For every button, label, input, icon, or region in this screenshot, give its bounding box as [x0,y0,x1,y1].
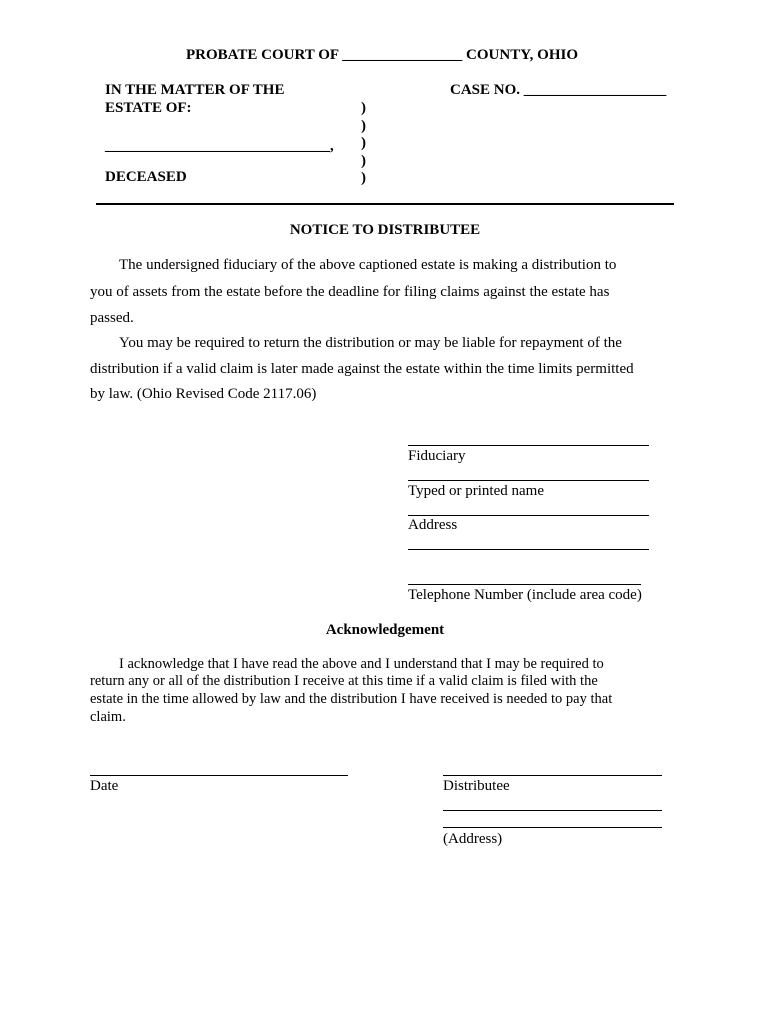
paren-1: ) [361,100,366,116]
paren-2: ) [361,118,366,134]
ack-line-1: I acknowledge that I have read the above and I understand that I may be required to [119,656,604,672]
ack-line-2: return any or all of the distribution I receive at this time if a valid claim is filed with the [90,673,598,689]
distributee-signature-line[interactable] [443,775,662,776]
address-line[interactable] [408,515,649,516]
notice-p2-line1: You may be required to return the distribution or may be liable for repayment of the [119,335,622,351]
matter-line-1: IN THE MATTER OF THE [105,82,285,98]
distributee-address-label: (Address) [443,831,503,847]
distributee-address-line-1[interactable] [443,810,662,811]
matter-line-2: ESTATE OF: [105,100,192,116]
court-suffix: COUNTY, OHIO [466,47,579,63]
ack-line-3: estate in the time allowed by law and the distribution I have received is needed to pay that [90,691,613,707]
address-label: Address [408,517,458,533]
paren-4: ) [361,153,366,169]
notice-p2-line3: by law. (Ohio Revised Code 2117.06) [90,386,317,402]
notice-p1-line1: The undersigned fiduciary of the above captioned estate is making a distribution to [119,257,617,273]
paren-3: ) [361,135,366,151]
deceased-label: DECEASED [105,169,187,185]
paren-5: ) [361,170,366,186]
telephone-label: Telephone Number (include area code) [408,587,642,603]
notice-p1-line2: you of assets from the estate before the deadline for filing claims against the estate has [90,284,610,300]
ack-line-4: claim. [90,709,126,725]
typed-name-line[interactable] [408,480,649,481]
county-blank[interactable]: ________________ [342,47,463,63]
fiduciary-label: Fiduciary [408,448,466,464]
decedent-name-blank[interactable]: ______________________________, [105,138,334,154]
typed-name-label: Typed or printed name [408,483,544,499]
distributee-address-line-2[interactable] [443,827,662,828]
notice-p2-line2: distribution if a valid claim is later made against the estate within the time limits permitted [90,361,634,377]
notice-title: NOTICE TO DISTRIBUTEE [289,222,481,238]
notice-p1-line3: passed. [90,310,134,326]
distributee-label: Distributee [443,778,510,794]
header-divider [96,203,674,205]
court-heading [186,47,578,64]
acknowledgement-title: Acknowledgement [325,622,445,638]
address-line-2[interactable] [408,549,649,550]
date-label: Date [90,778,119,794]
case-number-blank[interactable]: ___________________ [523,82,667,98]
court-prefix: PROBATE COURT OF [186,47,339,63]
telephone-line[interactable] [408,584,641,585]
case-label: CASE NO. [450,82,521,98]
date-line[interactable] [90,775,348,776]
case-number [450,82,666,99]
fiduciary-signature-line[interactable] [408,445,649,446]
